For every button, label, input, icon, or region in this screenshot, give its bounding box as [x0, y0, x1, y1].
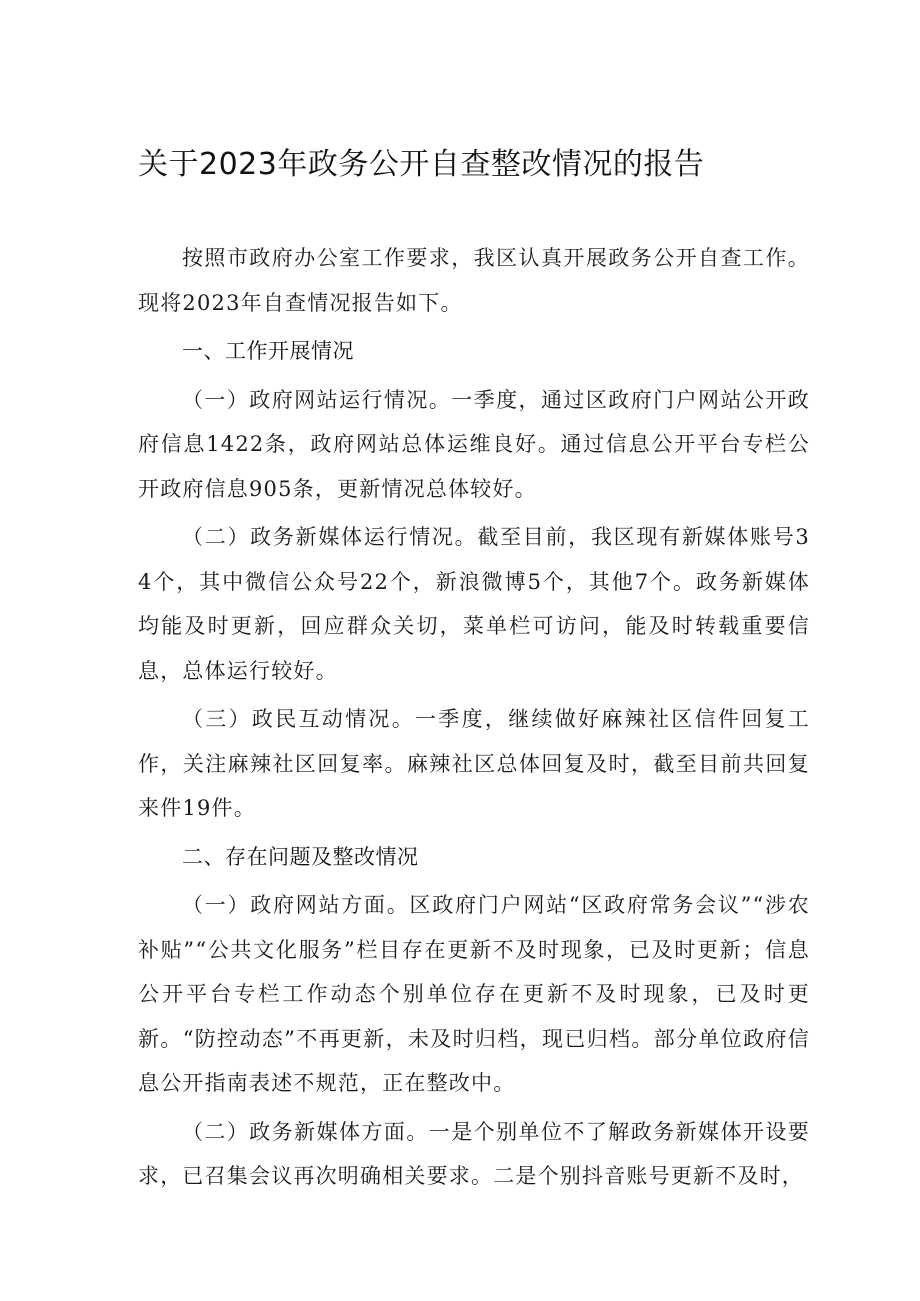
document-body: [138, 236, 810, 1203]
section-heading-work-progress: 一、工作开展情况: [182, 339, 354, 363]
intro-paragraph: 按照市政府办公室工作要求，我区认真开展政务公开自查工作。现将2023年自查情况报告如下。: [138, 246, 810, 315]
paragraph-website-issues: （一）政府网站方面。区政府门户网站“区政府常务会议”“涉农补贴”“公共文化服务”栏目存在更新不及时现象，已及时更新；信息公开平台专栏工作动态个别单位存在更新不及时现象，已及时更新。“防控动态”不再更新，未及时归档，现已归档。部分单位政府信息公开指南表述不规范，正在整改中。: [138, 893, 810, 1095]
paragraph-new-media-issues: （二）政务新媒体方面。一是个别单位不了解政务新媒体开设要求，已召集会议再次明确相关要求。二是个别抖音账号更新不及时，: [138, 1119, 810, 1188]
paragraph-website-operation: （一）政府网站运行情况。一季度，通过区政府门户网站公开政府信息1422条，政府网站总体运维良好。通过信息公开平台专栏公开政府信息905条，更新情况总体较好。: [138, 387, 810, 501]
document-title: 关于2023年政务公开自查整改情况的报告: [138, 147, 705, 182]
section-heading-issues-rectification: 二、存在问题及整改情况: [182, 844, 419, 869]
paragraph-public-interaction: （三）政民互动情况。一季度，继续做好麻辣社区信件回复工作，关注麻辣社区回复率。麻辣社区总体回复及时，截至目前共回复来件19件。: [138, 707, 810, 820]
paragraph-new-media-operation: （二）政务新媒体运行情况。截至目前，我区现有新媒体账号34个，其中微信公众号22个，新浪微博5个，其他7个。政务新媒体均能及时更新，回应群众关切，菜单栏可访问，能及时转载重要信息，总体运行较好。: [138, 525, 810, 683]
